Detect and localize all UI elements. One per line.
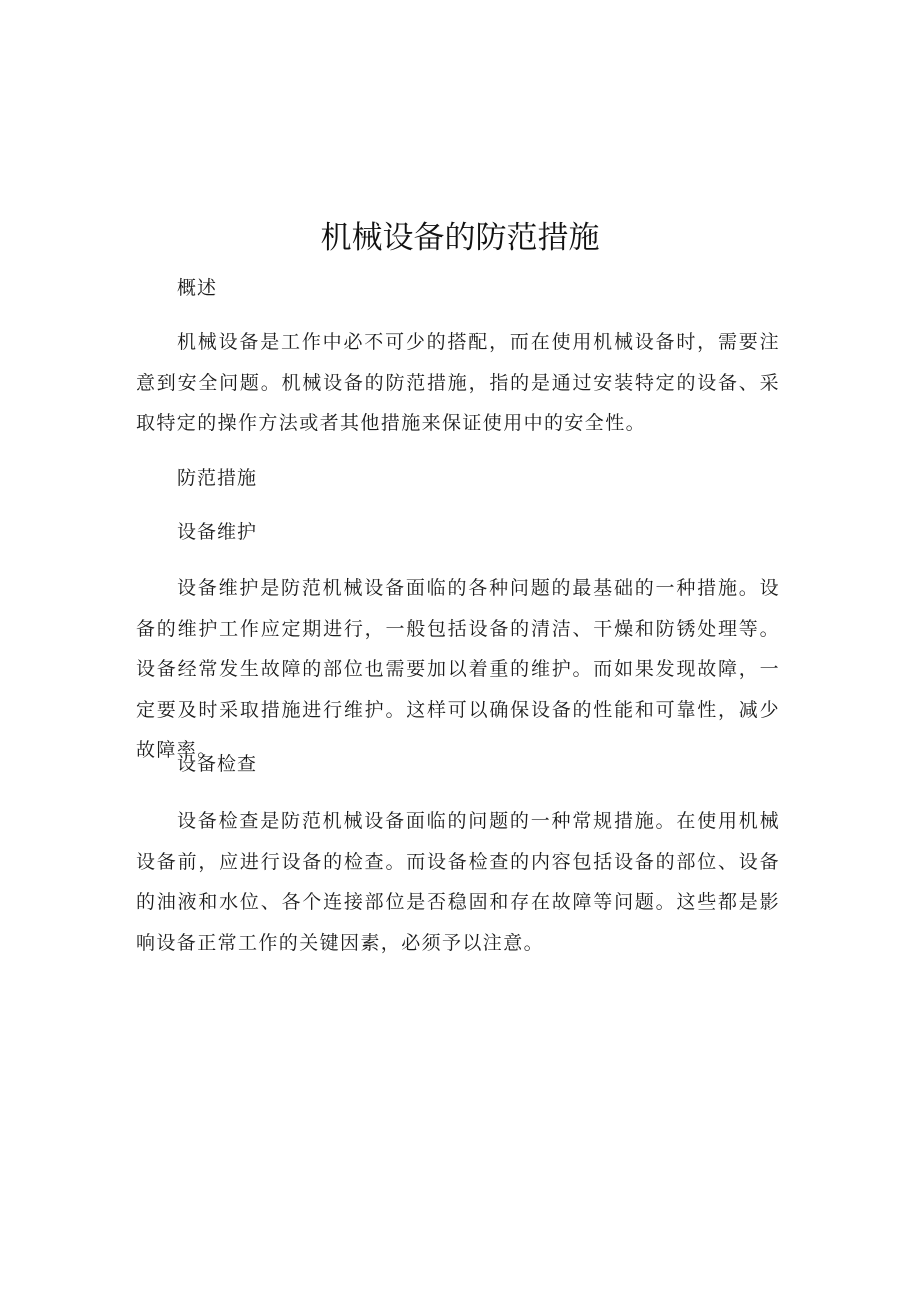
subsection-heading-maintenance: 设备维护 — [177, 521, 258, 543]
paragraph-inspection: 设备检查是防范机械设备面临的问题的一种常规措施。在使用机械设备前，应进行设备的检查。而设备检查的内容包括设备的部位、设备的油液和水位、各个连接部位是否稳固和存在故障等问题。这些都是影响设备正常工作的关键因素，必须予以注意。 — [136, 810, 780, 954]
paragraph-maintenance: 设备维护是防范机械设备面临的各种问题的最基础的一种措施。设备的维护工作应定期进行，一般包括设备的清洁、干燥和防锈处理等。设备经常发生故障的部位也需要加以着重的维护。而如果发现故障，一定要及时采取措施进行维护。这样可以确保设备的性能和可靠性，减少故障率。 — [136, 577, 780, 761]
page-title: 机械设备的防范措施 — [320, 220, 600, 256]
paragraph-overview: 机械设备是工作中必不可少的搭配，而在使用机械设备时，需要注意到安全问题。机械设备的防范措施，指的是通过安装特定的设备、采取特定的操作方法或者其他措施来保证使用中的安全性。 — [136, 331, 780, 434]
section-heading-overview: 概述 — [177, 277, 218, 299]
section-heading-measures: 防范措施 — [177, 467, 258, 489]
subsection-heading-inspection: 设备检查 — [177, 753, 258, 775]
